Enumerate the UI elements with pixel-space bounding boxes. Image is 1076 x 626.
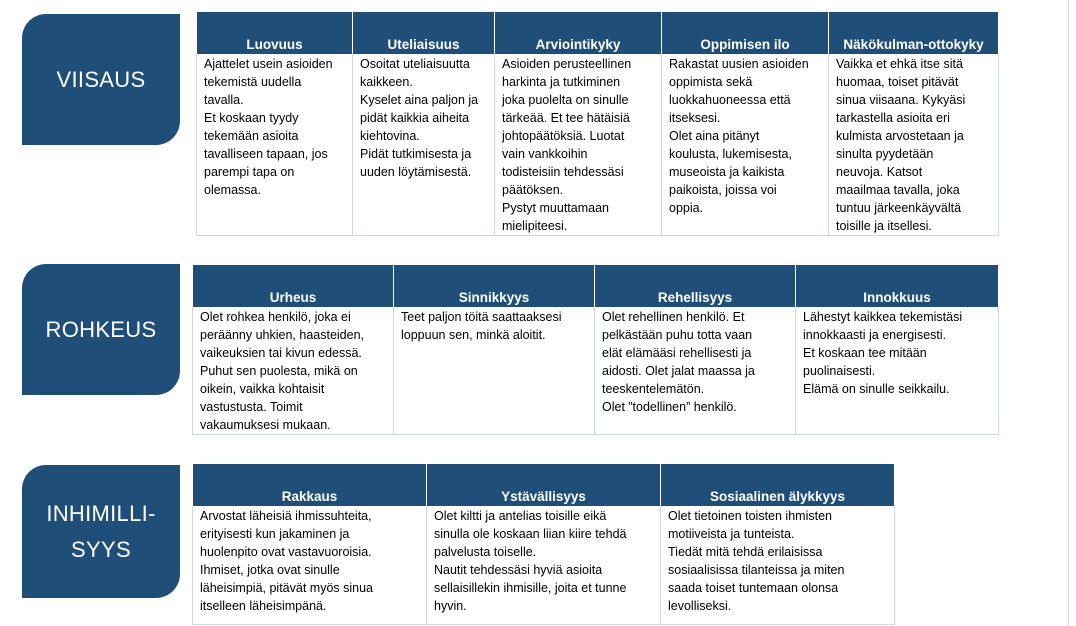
trait-table-inhimillisyys (192, 464, 895, 625)
table-row (197, 54, 999, 236)
trait-header-urheus: Urheus (193, 265, 394, 307)
trait-table-viisaus (196, 12, 999, 236)
trait-header-nakokulmanottokyky: Näkökulman-ottokyky (829, 12, 999, 54)
section-label-inhimillisyys: INHIMILLI- SYYS (22, 465, 180, 598)
trait-description-uteliaisuus: Osoitat uteliaisuutta kaikkeen. Kyselet aina paljon ja pidät kaikkia aiheita kiehtovina. Pidät tutkimisesta ja uuden löytämisestä. (353, 54, 495, 236)
trait-header-innokkuus: Innokkuus (796, 265, 999, 307)
trait-description-urheus: Olet rohkea henkilö, joka ei peräänny uhkien, haasteiden, vaikeuksien tai kivun edessä. Puhut sen puolesta, mikä on oikein, vaikka kohtaisit vastustusta. Toimit vakaumuksesi mukaan. (193, 307, 394, 435)
trait-header-luovuus: Luovuus (197, 12, 353, 54)
trait-description-ystavallisyys: Olet kiltti ja antelias toisille eikä sinulla ole koskaan liian kiire tehdä palvelusta toiselle. Nautit tehdessäsi hyviä asioita sellaisillekin ihmisille, joita et tunne hyvin. (427, 506, 661, 624)
table-header-row (193, 265, 999, 307)
trait-description-sinnikkyys: Teet paljon töitä saattaaksesi loppuun sen, minkä aloitit. (394, 307, 595, 435)
table-row (193, 506, 895, 624)
trait-header-sosiaalinen-alykkyys: Sosiaalinen älykkyys (661, 464, 895, 506)
trait-description-innokkuus: Lähestyt kaikkea tekemistäsi innokkaasti ja energisesti. Et koskaan tee mitään puolinaisesti. Elämä on sinulle seikkailu. (796, 307, 999, 435)
trait-header-ystavallisyys: Ystävällisyys (427, 464, 661, 506)
table-header-row (197, 12, 999, 54)
trait-description-luovuus: Ajattelet usein asioiden tekemistä uudella tavalla. Et koskaan tyydy tekemään asioita tavalliseen tapaan, jos parempi tapa on olemassa. (197, 54, 353, 236)
trait-description-rakkaus: Arvostat läheisiä ihmissuhteita, erityisesti kun jakaminen ja huolenpito ovat vastavuoroisia. Ihmiset, jotka ovat sinulle läheisimpiä, pitävät myös sinua itselleen läheisimpänä. (193, 506, 427, 624)
trait-table-rohkeus (192, 265, 999, 435)
page-edge-divider (1068, 0, 1069, 626)
trait-header-oppimisen-ilo: Oppimisen ilo (662, 12, 829, 54)
trait-description-nakokulmanottokyky: Vaikka et ehkä itse sitä huomaa, toiset pitävät sinua viisaana. Kykyäsi tarkastella asioita eri kulmista arvostetaan ja sinulta pyydetään neuvoja. Katsot maailmaa tavalla, joka tuntuu järkeenkäyvältä toisille ja itsellesi. (829, 54, 999, 236)
table-row (193, 307, 999, 435)
trait-header-sinnikkyys: Sinnikkyys (394, 265, 595, 307)
table-header-row (193, 464, 895, 506)
trait-description-rehellisyys: Olet rehellinen henkilö. Et pelkästään puhu totta vaan elät elämääsi rehellisesti ja aidosti. Olet jalat maassa ja teeskentelemätön. Olet ”todellinen” henkilö. (595, 307, 796, 435)
section-label-viisaus: VIISAUS (22, 14, 180, 145)
trait-header-arviointikyky: Arviointikyky (495, 12, 662, 54)
trait-header-rakkaus: Rakkaus (193, 464, 427, 506)
trait-header-uteliaisuus: Uteliaisuus (353, 12, 495, 54)
section-label-rohkeus: ROHKEUS (22, 264, 180, 395)
trait-description-sosiaalinen-alykkyys: Olet tietoinen toisten ihmisten motiiveista ja tunteista. Tiedät mitä tehdä erilaisissa sosiaalisissa tilanteissa ja miten saada toiset tuntemaan olonsa levolliseksi. (661, 506, 895, 624)
trait-header-rehellisyys: Rehellisyys (595, 265, 796, 307)
trait-description-oppimisen-ilo: Rakastat uusien asioiden oppimista sekä luokkahuoneessa että itseksesi. Olet aina pitänyt koulusta, lukemisesta, museoista ja kaikista paikoista, joissa voi oppia. (662, 54, 829, 236)
trait-description-arviointikyky: Asioiden perusteellinen harkinta ja tutkiminen joka puolelta on sinulle tärkeää. Et tee hätäisiä johtopäätöksiä. Luotat vain vankkoihin todisteisiin tehdessäsi päätöksen. Pystyt muuttamaan mielipiteesi. (495, 54, 662, 236)
